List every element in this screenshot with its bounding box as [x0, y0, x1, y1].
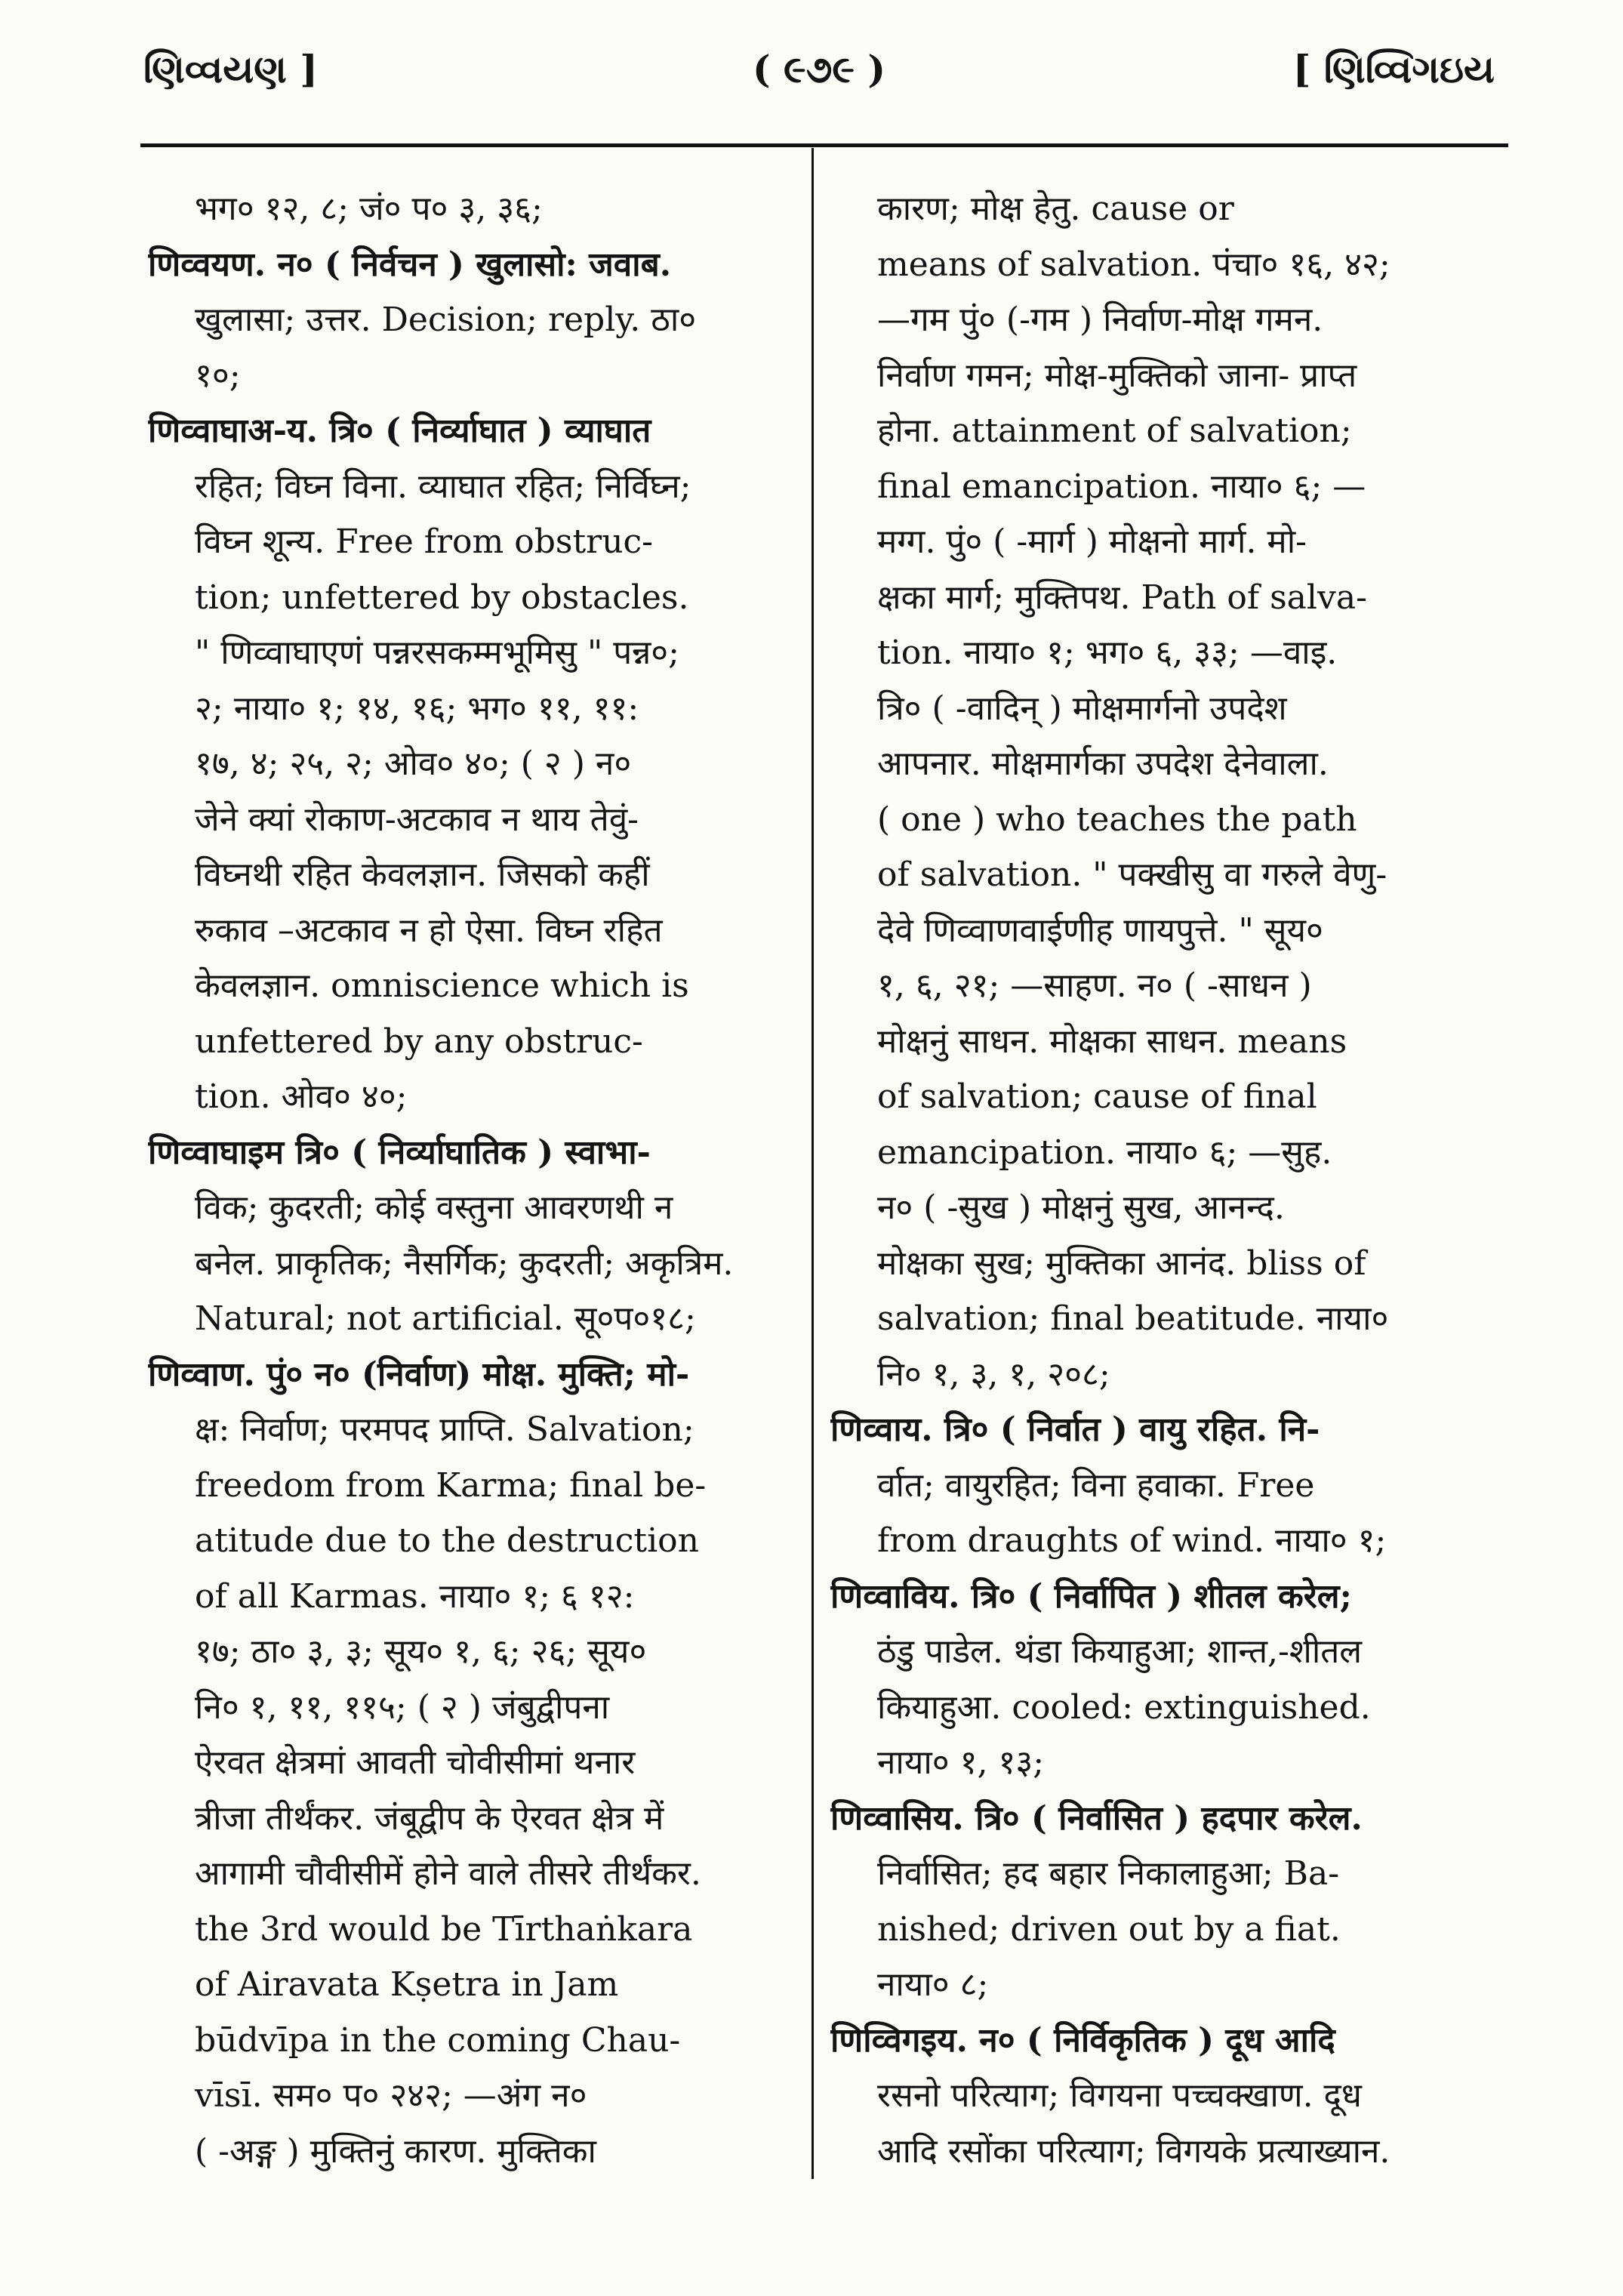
text-line: salvation; final beatitude. नाया०	[877, 1299, 1389, 1338]
text-line: आगामी चौवीसीमें होने वाले तीसरे तीर्थंकर.	[195, 1854, 701, 1893]
text-line: र्वात; वायुरहित; विना हवाका. Free	[877, 1465, 1315, 1505]
entry-headword-line: णिव्वाण. पुं० न० (निर्वाण) मोक्ष. मुक्ति; मो-	[148, 1354, 690, 1394]
text-line: १, ६, २१; —साहण. न० ( -साधन )	[877, 966, 1312, 1005]
text-line: देवे णिव्वाणवाईणीह णायपुत्ते. " सूय०	[877, 911, 1323, 950]
entry-headword-line: णिव्वाविय. त्रि० ( निर्वापित ) शीतल करेल;	[830, 1576, 1352, 1616]
text-line: means of salvation. पंचा० १६, ४२;	[877, 245, 1390, 284]
column-divider	[812, 148, 814, 2179]
text-line: जेने क्यां रोकाण-अटकाव न थाय तेवुं-	[195, 800, 639, 839]
text-line: त्रीजा तीर्थंकर. जंबूद्वीप के ऐरवत क्षेत्र में	[195, 1798, 664, 1838]
text-line: नाया० १, १३;	[877, 1743, 1045, 1782]
text-line: of salvation; cause of final	[877, 1077, 1317, 1116]
header-left-guideword: ણિવ્વયણ ]	[143, 47, 318, 91]
text-line: of Airavata Kṣetra in Jam	[195, 1965, 619, 2004]
text-line: आदि रसोंका परित्याग; विगयके प्रत्याख्यान.	[877, 2131, 1390, 2171]
text-line: निर्वासित; हद बहार निकालाहुआ; Ba-	[877, 1854, 1340, 1893]
text-line: मोक्षनुं साधन. मोक्षका साधन. means	[877, 1022, 1347, 1061]
entry-headword-line: णिव्विगइय. न० ( निर्विकृतिक ) दूध आदि	[830, 2020, 1335, 2060]
text-line: त्रि० ( -वादिन् ) मोक्षमार्गनो उपदेश	[877, 689, 1287, 728]
header-rule	[140, 143, 1508, 147]
text-line: unfettered by any obstruc-	[195, 1022, 643, 1061]
text-line: of salvation. " पक्खीसु वा गरुले वेणु-	[877, 855, 1387, 894]
right-column	[830, 181, 1495, 2179]
text-line: नि० १, ११, ११५; ( २ ) जंबुद्वीपना	[195, 1687, 610, 1727]
text-line: —गम पुं० (-गम ) निर्वाण-मोक्ष गमन.	[877, 300, 1323, 339]
text-line: होना. attainment of salvation;	[877, 411, 1352, 450]
text-line: of all Karmas. नाया० १; ६ १२:	[195, 1576, 635, 1616]
text-line: नि० १, ३, १, २०८;	[877, 1354, 1110, 1394]
text-line: मोक्षका सुख; मुक्तिका आनंद. bliss of	[877, 1244, 1366, 1283]
left-column	[148, 181, 790, 2179]
text-line: रुकाव –अटकाव न हो ऐसा. विघ्न रहित	[195, 911, 663, 950]
entry-headword-line: णिव्वयण. न० ( निर्वचन ) खुलासो: जवाब.	[148, 245, 672, 284]
text-line: १०;	[195, 356, 241, 395]
text-line: न० ( -सुख ) मोक्षनुं सुख, आनन्द.	[877, 1188, 1285, 1227]
header-right-guideword: [ ણિવ્વિગઇય	[1292, 47, 1495, 91]
text-line: nished; driven out by a fiat.	[877, 1909, 1341, 1949]
entry-headword-line: णिव्वाघाअ-य. त्रि० ( निर्व्याघात ) व्याघात	[148, 411, 651, 450]
page-header	[143, 47, 1495, 115]
text-line: भग० १२, ८; जं० प० ३, ३६;	[195, 190, 543, 228]
text-line: निर्वाण गमन; मोक्ष-मुक्तिको जाना- प्राप्त	[877, 356, 1357, 395]
text-line: विघ्न शून्य. Free from obstruc-	[195, 522, 654, 561]
text-line: रसनो परित्याग; विगयना पच्चक्खाण. दूध	[877, 2076, 1362, 2115]
text-line: ( -अङ्ग ) मुक्तिनुं कारण. मुक्तिका	[195, 2131, 596, 2171]
text-line: ऐरवत क्षेत्रमां आवती चोवीसीमां थनार	[195, 1743, 636, 1782]
text-line: Natural; not artificial. सू०प०१८;	[195, 1299, 696, 1338]
text-line: आपनार. मोक्षमार्गका उपदेश देनेवाला.	[877, 744, 1329, 783]
text-line: २; नाया० १; १४, १६; भग० ११, ११:	[195, 689, 639, 728]
text-line: vīsī. सम० प० २४२; —अंग न०	[195, 2076, 587, 2115]
text-line: " णिव्वाघाएणं पन्नरसकम्मभूमिसु " पन्न०;	[195, 633, 679, 672]
text-line: मग्ग. पुं० ( -मार्ग ) मोक्षनो मार्ग. मो-	[877, 522, 1307, 561]
text-line: ( one ) who teaches the path	[877, 800, 1357, 839]
text-line: emancipation. नाया० ६; —सुह.	[877, 1133, 1332, 1172]
text-line: tion. ओव० ४०;	[195, 1077, 408, 1116]
text-line: the 3rd would be Tīrthaṅkara	[195, 1909, 693, 1949]
text-line: क्ष: निर्वाण; परमपद प्राप्ति. Salvation;	[195, 1410, 694, 1449]
entry-headword-line: णिव्वाघाइम त्रि० ( निर्व्याघातिक ) स्वाभा-	[148, 1133, 651, 1172]
text-line: नाया० ८;	[877, 1965, 989, 2004]
text-line: १७; ठा० ३, ३; सूय० १, ६; २६; सूय०	[195, 1632, 647, 1671]
page-number: ( ૯૭૯ )	[752, 47, 886, 91]
text-line: क्षका मार्ग; मुक्तिपथ. Path of salva-	[877, 578, 1367, 617]
text-line: final emancipation. नाया० ६; —	[877, 467, 1366, 506]
text-line: केवलज्ञान. omniscience which is	[195, 966, 689, 1005]
text-line: atitude due to the destruction	[195, 1521, 699, 1560]
text-line: कियाहुआ. cooled: extinguished.	[877, 1687, 1371, 1727]
text-line: tion; unfettered by obstacles.	[195, 578, 689, 617]
text-line: būdvīpa in the coming Chau-	[195, 2020, 681, 2060]
text-line: बनेल. प्राकृतिक; नैसर्गिक; कुदरती; अकृत्रिम.	[195, 1244, 734, 1283]
text-line: विक; कुदरती; कोई वस्तुना आवरणथी न	[195, 1188, 673, 1227]
text-line: खुलासा; उत्तर. Decision; reply. ठा०	[195, 300, 697, 339]
text-line: freedom from Karma; final be-	[195, 1465, 707, 1505]
text-line: १७, ४; २५, २; ओव० ४०; ( २ ) न०	[195, 744, 632, 783]
text-line: विघ्नथी रहित केवलज्ञान. जिसको कहीं	[195, 855, 650, 894]
text-line: कारण; मोक्ष हेतु. cause or	[877, 190, 1234, 228]
text-line: रहित; विघ्न विना. व्याघात रहित; निर्विघ्न;	[195, 467, 691, 506]
text-line: ठंडु पाडेल. थंडा कियाहुआ; शान्त,-शीतल	[877, 1632, 1363, 1671]
text-line: from draughts of wind. नाया० १;	[877, 1521, 1387, 1560]
text-line: tion. नाया० १; भग० ६, ३३; —वाइ.	[877, 633, 1338, 672]
entry-headword-line: णिव्वाय. त्रि० ( निर्वात ) वायु रहित. नि-	[830, 1410, 1320, 1449]
entry-headword-line: णिव्वासिय. त्रि० ( निर्वासित ) हदपार करेल.	[830, 1798, 1363, 1838]
